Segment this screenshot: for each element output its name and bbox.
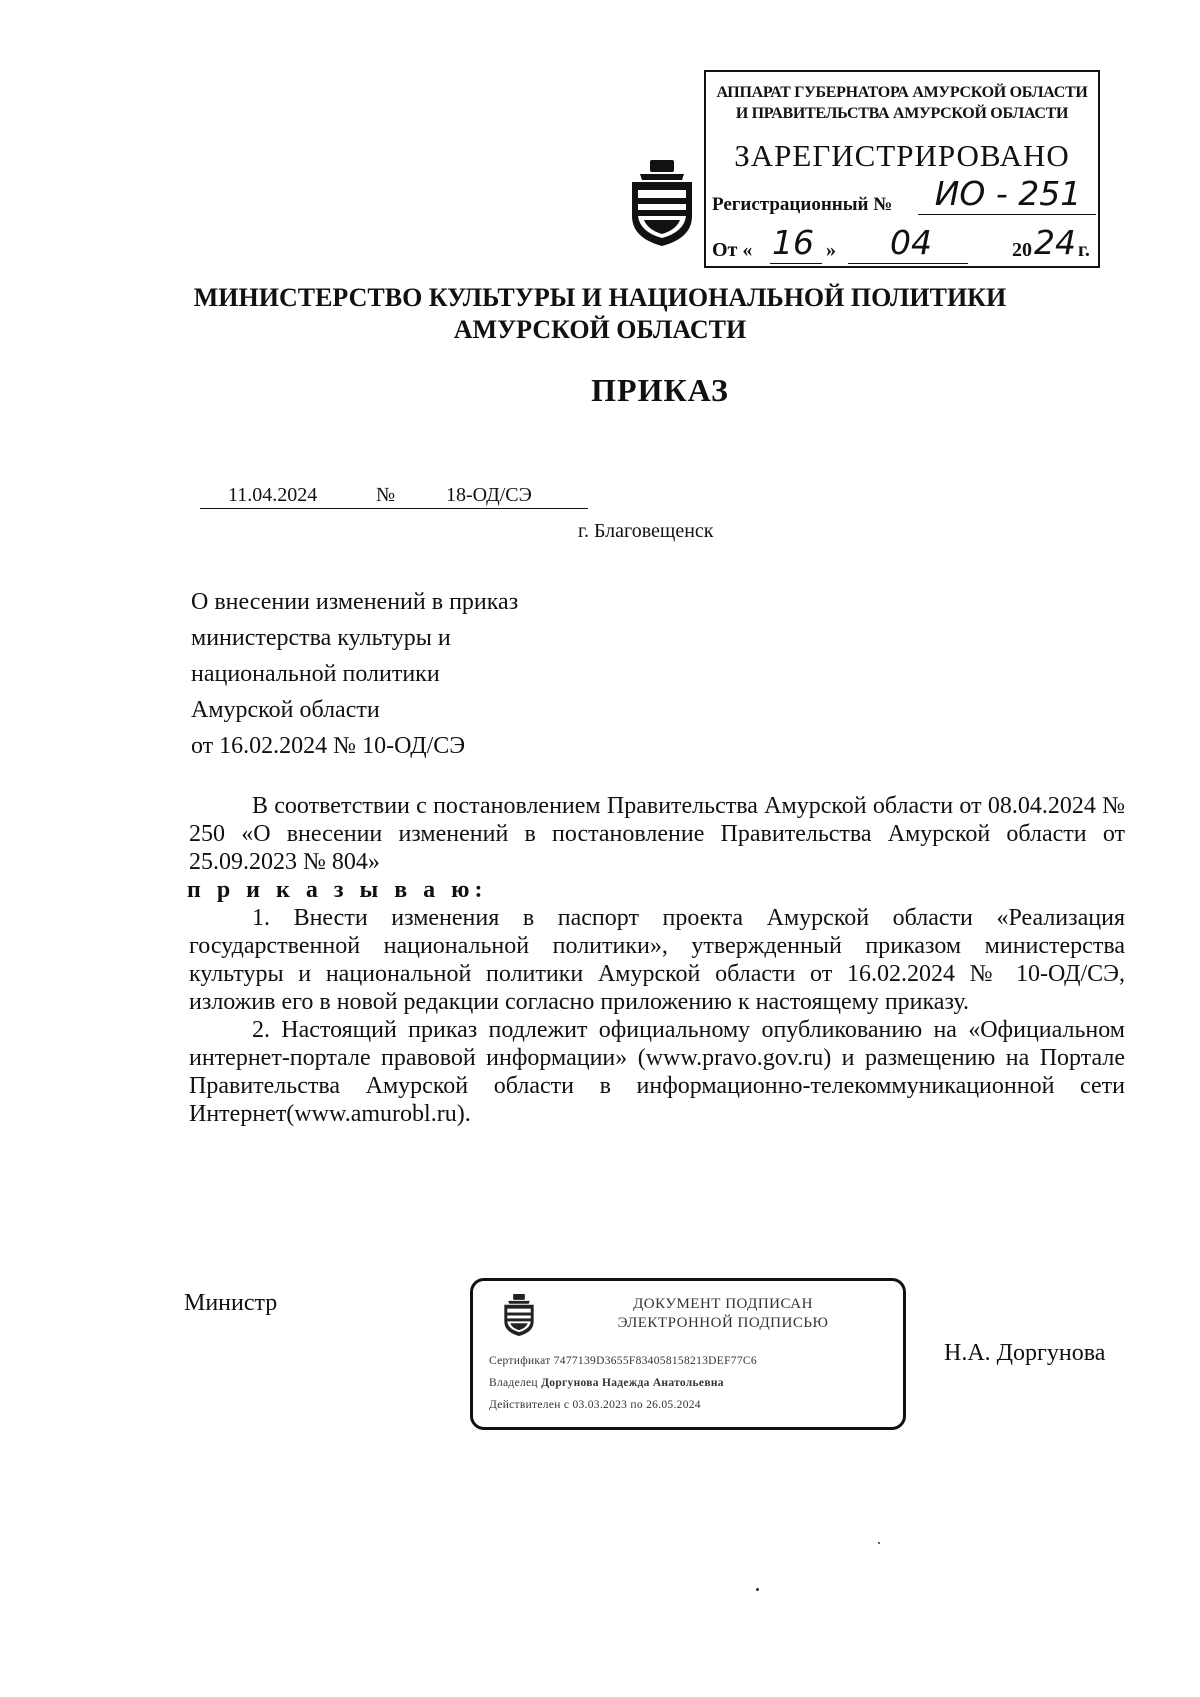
coat-of-arms-icon (501, 1293, 537, 1337)
registration-month: 04 (890, 223, 932, 262)
esign-validity: Действителен с 03.03.2023 по 26.05.2024 (489, 1399, 701, 1411)
order-meta-underline (200, 508, 588, 509)
document-type-title: ПРИКАЗ (591, 372, 729, 408)
order-city: г. Благовещенск (578, 520, 714, 542)
esign-owner: Владелец Доргунова Надежда Анатольевна (489, 1377, 724, 1389)
order-item-2: 2. Настоящий приказ подлежит официальному опубликованию на «Официальном интернет-портале правовой информации» (www.pravo.gov.ru) и размещению на Портале Правительства Амурской области в информационно-телекоммуникационной сети Интернет(www.amurobl.ru). (189, 1017, 1125, 1127)
order-subject: О внесении изменений в приказ министерства культуры и национальной политики Амурской области от 16.02.2024 № 10-ОД/СЭ (191, 589, 519, 759)
registration-year: 24 (1034, 223, 1076, 262)
order-date: 11.04.2024 (228, 484, 318, 506)
order-number: 18-ОД/СЭ (446, 484, 532, 506)
decree-word: п р и к а з ы в а ю: (187, 877, 488, 903)
esign-header: ДОКУМЕНТ ПОДПИСАН ЭЛЕКТРОННОЙ ПОДПИСЬЮ (617, 1296, 829, 1331)
registration-date: От « 16 » 04 20 24 г. (712, 223, 1090, 262)
registration-stamp-title: ЗАРЕГИСТРИРОВАНО (734, 138, 1070, 173)
registration-day: 16 (772, 223, 814, 262)
signer-name: Н.А. Доргунова (944, 1340, 1106, 1366)
order-item-1: 1. Внести изменения в паспорт проекта Амурской области «Реализация государственной национальной политики», утвержденный приказом министерства культуры и национальной политики Амурской области от 16.02.2024 № 10-ОД/СЭ, изложив его в новой редакции согласно приложению к настоящему приказу. (189, 905, 1125, 1015)
registration-number-label: Регистрационный № (712, 194, 893, 215)
scan-speck (756, 1588, 759, 1591)
order-preamble: В соответствии с постановлением Правительства Амурской области от 08.04.2024 № 250 «О внесении изменений в постановление Правительства Амурской области от 25.09.2023 № 804» (189, 793, 1125, 875)
coat-of-arms-icon (626, 158, 698, 248)
ministry-name: МИНИСТЕРСТВО КУЛЬТУРЫ И НАЦИОНАЛЬНОЙ ПОЛИТИКИ АМУРСКОЙ ОБЛАСТИ (193, 283, 1007, 344)
scan-speck (878, 1542, 880, 1544)
registration-number-underline (918, 214, 1096, 215)
registration-stamp (704, 70, 1100, 268)
signer-position: Министр (184, 1290, 278, 1316)
order-body (189, 792, 1125, 1128)
esign-certificate: Сертификат 7477139D3655F834058158213DEF77C6 (489, 1355, 757, 1367)
registration-stamp-organization: АППАРАТ ГУБЕРНАТОРА АМУРСКОЙ ОБЛАСТИ И ПРАВИТЕЛЬСТВА АМУРСКОЙ ОБЛАСТИ (716, 84, 1088, 122)
order-number-sign: № (376, 484, 396, 506)
electronic-signature-stamp (470, 1278, 906, 1430)
registration-number-value: ИО - 251 (934, 174, 1082, 213)
